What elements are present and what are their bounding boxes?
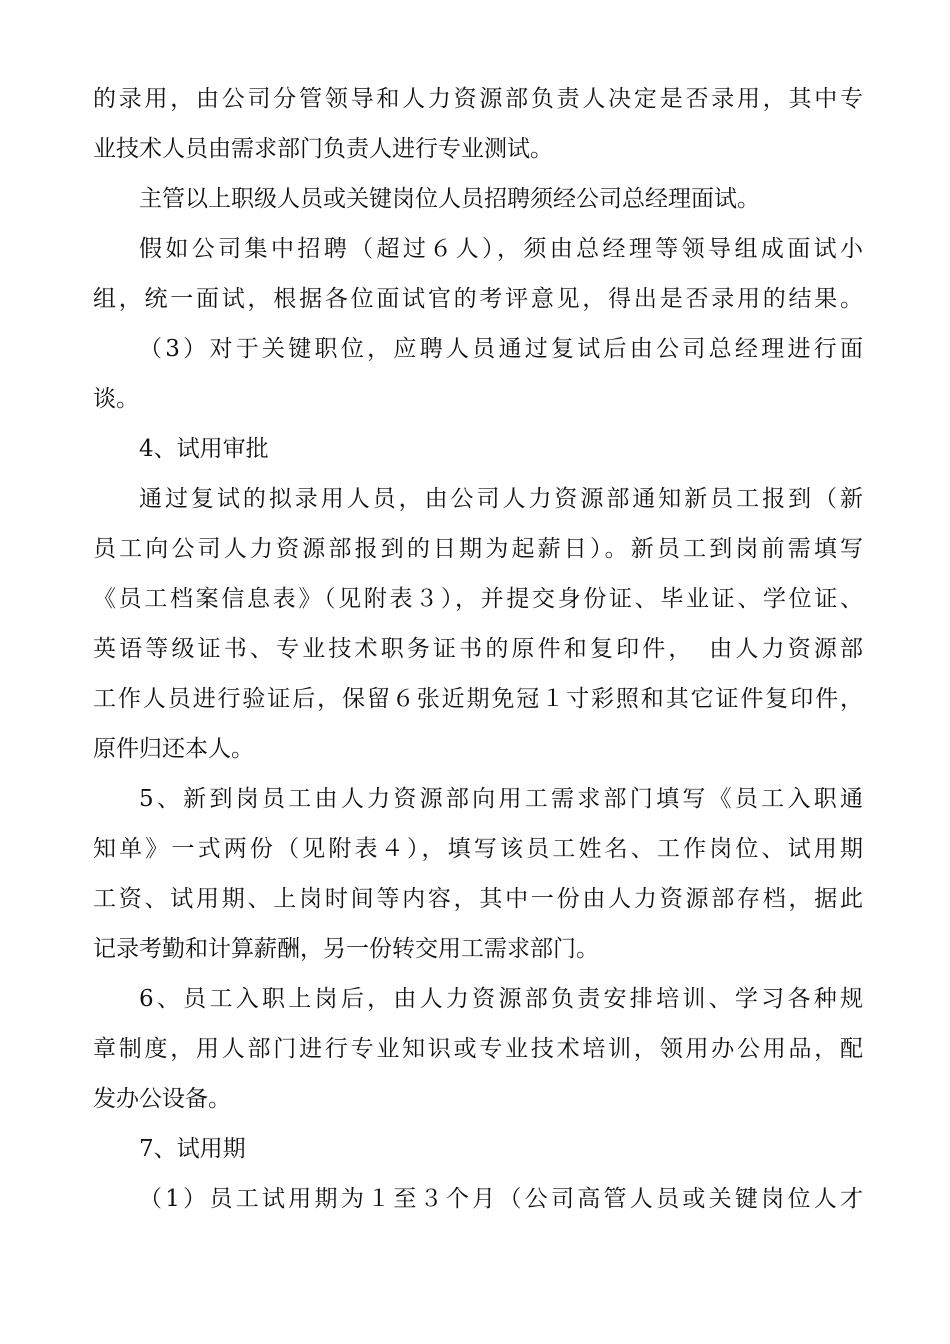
text-line: 记录考勤和计算薪酬，另一份转交用工需求部门。 [93,936,599,962]
section-heading: 4、试用审批 [139,436,269,462]
text-line: 通过复试的拟录用人员，由公司人力资源部通知新员工报到（新 [139,486,863,512]
text-line: 6、员工入职上岗后，由人力资源部负责安排培训、学习各种规 [139,986,863,1012]
text-line: 组，统一面试，根据各位面试官的考评意见，得出是否录用的结果。 [93,286,863,312]
text-line: 的录用，由公司分管领导和人力资源部负责人决定是否录用，其中专 [93,86,863,112]
text-line: 谈。 [93,386,139,412]
text-line: （3）对于关键职位，应聘人员通过复试后由公司总经理进行面 [139,336,863,362]
text-line: 原件归还本人。 [93,736,254,762]
text-line: 业技术人员由需求部门负责人进行专业测试。 [93,136,553,162]
section-heading: 7、试用期 [139,1136,246,1162]
text-line: 知单》一式两份（见附表４），填写该员工姓名、工作岗位、试用期 [93,836,863,862]
text-line: 工作人员进行验证后，保留６张近期免冠１寸彩照和其它证件复印件， [93,686,863,712]
text-line: 英语等级证书、专业技术职务证书的原件和复印件， 由人力资源部 [93,636,863,662]
text-line: 主管以上职级人员或关键岗位人员招聘须经公司总经理面试。 [139,186,760,212]
text-line: （1）员工试用期为１至３个月（公司高管人员或关键岗位人才 [139,1186,863,1212]
document-body [93,74,863,1224]
text-line: 《员工档案信息表》（见附表３），并提交身份证、毕业证、学位证、 [93,586,863,612]
text-line: 章制度，用人部门进行专业知识或专业技术培训，领用办公用品，配 [93,1036,863,1062]
text-line: 假如公司集中招聘（超过６人），须由总经理等领导组成面试小 [139,236,863,262]
text-line: 工资、试用期、上岗时间等内容，其中一份由人力资源部存档，据此 [93,886,863,912]
text-line: 员工向公司人力资源部报到的日期为起薪日）。新员工到岗前需填写 [93,536,863,562]
text-line: 发办公设备。 [93,1086,231,1112]
text-line: 5、新到岗员工由人力资源部向用工需求部门填写《员工入职通 [139,786,863,812]
